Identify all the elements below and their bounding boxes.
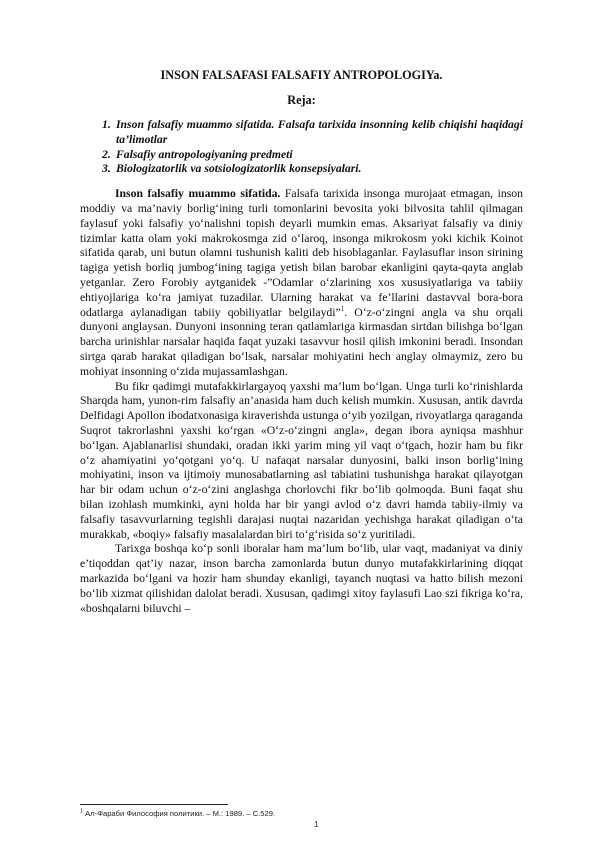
- plan-item-text: Biologizatorlik va sotsiologizatorlik konsepsiyalari.: [116, 162, 362, 176]
- plan-item: [80, 162, 523, 177]
- paragraph-1-text-a: Falsafa tarixida insonga murojaat etmagan, inson moddiy va ma’naviy borlig‘ining turli tomonlarini bevosita yoki bilvosita tahlil qilmagan faylasuf yoki falsafiy yo‘nalishni topish deyarli mumkin emas. Aksariyat falsafiy va diniy tizimlar katta olam yoki makrokosmga zid o‘laroq, insonga mikrokosm yoki kichik Koinot sifatida qarab, uni butun olamni tushunish kaliti deb hisoblaganlar. Faylasuflar inson sirining tagiga yetish borliq jumbog‘ining tagiga yetish bilan barobar ekanligini qayta-qayta anglab yetganlar. Zero Forobiy aytganidek -”Odamlar o‘zlarining xos xususiyatlariga va tabiiy ehtiyojlariga ko‘ra jamiyat tuzadilar. Ularning harakat va fe’llarini dastavval bora-bora odatlarga aylanadigan tabiiy qobiliyatlar belgilaydi”: [80, 187, 523, 319]
- footnote-text: Ал-Фараби Философия политики. – М.: 1989. – С.529.: [83, 809, 276, 818]
- footnote: [80, 809, 275, 819]
- document-title: INSON FALSAFASI FALSAFIY ANTROPOLOGIYa.: [160, 68, 443, 82]
- plan-heading: Reja:: [287, 93, 316, 107]
- paragraph-3: Tarixga boshqa ko‘p sonli iboralar ham ma’lum bo‘lib, ular vaqt, madaniyat va diniy e’tiqoddan qat’iy nazar, inson barcha zamonlarda butun dunyo mutafakkirlarining diqqat markazida bo‘lgani va hozir ham shunday ekanligi, tayanch nuqtasi va hatto bilish mezoni bo‘lib xizmat qilishidan dalolat beradi. Xususan, qadimgi xitoy faylasufi Lao szi fikriga ko‘ra, «boshqalarni biluvchi –: [80, 542, 523, 615]
- plan-item-text: Falsafiy antropologiyaning predmeti: [116, 147, 293, 161]
- footnote-divider: [80, 804, 228, 805]
- plan-list: [80, 118, 523, 177]
- footnote-mark: 1: [80, 808, 84, 815]
- plan-item-number: 1.: [102, 118, 111, 131]
- document-body: [80, 187, 523, 616]
- paragraph-2: Bu fikr qadimgi mutafakkirlargayoq yaxshi ma’lum bo‘lgan. Unga turli ko‘rinishlarda Sharqda ham, yunon-rim falsafiy an’anasida ham duch kelish mumkin. Xususan, antik davrda Delfidagi Apollon ibodatxonasiga kiraverishda ustunga o‘yib yozilgan, rivoyatlarga qaraganda Suqrot takrorlashni yaxshi ko‘rgan «O‘z-o‘zingni angla», degan ibora ayniqsa mashhur bo‘lgan. Ajablanarlisi shundaki, oradan ikki yarim ming yil vaqt o‘tgach, hozir ham bu fikr o‘z ahamiyatini yo‘qotgani yo‘q. U nafaqat narsalar dunyosini, balki inson borlig‘ining mohiyatini, inson va ijtimoiy munosabatlarning asl tabiatini tushunishga harakat qilayotgan har bir odam uchun o‘z-o‘zini anglashga chorlovchi fikr bo‘lib qolmoqda. Buni faqat shu bilan izohlash mumkinki, ayni holda har bir yangi avlod o‘z davri hamda tabiiy-ilmiy va falsafiy tasavvurlarning tegishli darajasi nuqtai nazaridan yechishga harakat qiladigan o‘ta murakkab, «boqiy» falsafiy masalalardan biri to‘g‘risida so‘z yuritiladi.: [80, 379, 523, 541]
- page-number: 1: [314, 820, 319, 829]
- plan-item-number: 3.: [102, 162, 111, 176]
- plan-item-number: 2.: [102, 147, 111, 161]
- plan-item: [80, 118, 523, 148]
- paragraph-1-text-b: . O‘z-o‘zingni angla va shu orqali dunyoni anglaysan. Dunyoni insonning teran qatlamlariga kirmasdan sirtdan bilishga bo‘lgan barcha urinishlar narsalar haqida faqat yuzaki tasavvur hosil qilish imkonini beradi. Insondan sirtga qarab harakat qiladigan bo‘lsak, narsalar mohiyatini hech anglay olmaymiz, zero bu mohiyat insonning o‘zida mujassamlashgan.: [80, 305, 524, 378]
- footnote-ref[interactable]: 1: [340, 304, 345, 313]
- plan-item-text: Inson falsafiy muammo sifatida. Falsafa tarixida insonning kelib chiqishi haqidagi ta’limotlar: [116, 118, 523, 146]
- plan-item: [80, 148, 523, 163]
- paragraph-1: [80, 187, 523, 379]
- section-lead: Inson falsafiy muammo sifatida.: [115, 187, 281, 201]
- document-page: [80, 66, 523, 616]
